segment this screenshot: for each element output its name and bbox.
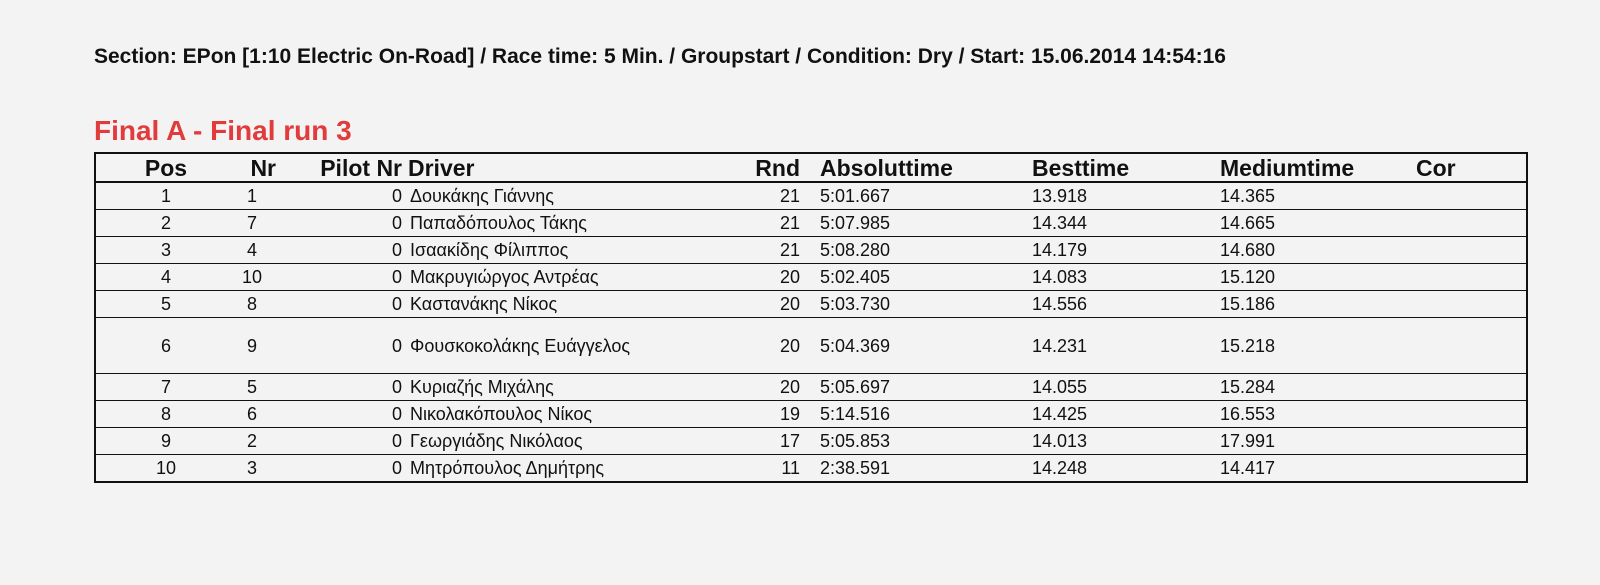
cell-besttime: 13.918 [1032, 182, 1220, 210]
cell-rnd: 17 [728, 428, 800, 455]
cell-pilot-nr: 0 [276, 374, 402, 401]
table-row [95, 455, 1527, 483]
cell-driver: Δουκάκης Γιάννης [402, 182, 728, 210]
table-row [95, 318, 1527, 374]
cell-besttime: 14.179 [1032, 237, 1220, 264]
cell-mediumtime: 14.365 [1220, 182, 1416, 210]
section-header: Section: EPon [1:10 Electric On-Road] / Race time: 5 Min. / Groupstart / Condition: Dry / Start: 15.06.2014 14:54:16 [94, 45, 1226, 68]
cell-nr: 4 [216, 237, 276, 264]
cell-nr: 10 [216, 264, 276, 291]
cell-besttime: 14.083 [1032, 264, 1220, 291]
cell-pilot-nr: 0 [276, 291, 402, 318]
column-header-absoluttime: Absoluttime [800, 153, 1032, 182]
cell-pos: 1 [95, 182, 216, 210]
cell-cor [1416, 401, 1527, 428]
cell-absoluttime: 5:07.985 [800, 210, 1032, 237]
cell-rnd: 11 [728, 455, 800, 483]
cell-pilot-nr: 0 [276, 264, 402, 291]
cell-absoluttime: 5:05.853 [800, 428, 1032, 455]
cell-pilot-nr: 0 [276, 318, 402, 374]
table-row [95, 182, 1527, 210]
cell-absoluttime: 2:38.591 [800, 455, 1032, 483]
cell-pilot-nr: 0 [276, 428, 402, 455]
cell-pos: 10 [95, 455, 216, 483]
cell-cor [1416, 264, 1527, 291]
table-row [95, 291, 1527, 318]
cell-pilot-nr: 0 [276, 237, 402, 264]
cell-cor [1416, 182, 1527, 210]
cell-absoluttime: 5:01.667 [800, 182, 1032, 210]
cell-cor [1416, 318, 1527, 374]
cell-cor [1416, 428, 1527, 455]
column-header-cor: Cor [1416, 153, 1527, 182]
column-header-pilot-nr: Pilot Nr [276, 153, 402, 182]
cell-nr: 3 [216, 455, 276, 483]
cell-absoluttime: 5:02.405 [800, 264, 1032, 291]
column-header-besttime: Besttime [1032, 153, 1220, 182]
column-header-mediumtime: Mediumtime [1220, 153, 1416, 182]
table-row [95, 210, 1527, 237]
cell-pos: 5 [95, 291, 216, 318]
cell-driver: Ισαακίδης Φίλιππος [402, 237, 728, 264]
cell-besttime: 14.055 [1032, 374, 1220, 401]
cell-cor [1416, 291, 1527, 318]
cell-mediumtime: 14.417 [1220, 455, 1416, 483]
table-row [95, 374, 1527, 401]
column-header-rnd: Rnd [728, 153, 800, 182]
cell-rnd: 20 [728, 264, 800, 291]
cell-besttime: 14.013 [1032, 428, 1220, 455]
column-header-pos: Pos [95, 153, 216, 182]
cell-mediumtime: 14.680 [1220, 237, 1416, 264]
column-header-nr: Nr [216, 153, 276, 182]
cell-absoluttime: 5:04.369 [800, 318, 1032, 374]
cell-besttime: 14.344 [1032, 210, 1220, 237]
cell-mediumtime: 14.665 [1220, 210, 1416, 237]
table-row [95, 401, 1527, 428]
cell-besttime: 14.556 [1032, 291, 1220, 318]
cell-absoluttime: 5:14.516 [800, 401, 1032, 428]
cell-cor [1416, 455, 1527, 483]
cell-mediumtime: 15.218 [1220, 318, 1416, 374]
cell-pos: 7 [95, 374, 216, 401]
cell-mediumtime: 17.991 [1220, 428, 1416, 455]
cell-rnd: 20 [728, 374, 800, 401]
cell-pos: 6 [95, 318, 216, 374]
cell-rnd: 21 [728, 237, 800, 264]
cell-pilot-nr: 0 [276, 182, 402, 210]
cell-rnd: 20 [728, 318, 800, 374]
table-row [95, 264, 1527, 291]
cell-mediumtime: 15.120 [1220, 264, 1416, 291]
results-table [94, 152, 1528, 483]
cell-cor [1416, 237, 1527, 264]
cell-cor [1416, 210, 1527, 237]
cell-mediumtime: 15.186 [1220, 291, 1416, 318]
cell-driver: Κυριαζής Μιχάλης [402, 374, 728, 401]
cell-pilot-nr: 0 [276, 210, 402, 237]
cell-pos: 8 [95, 401, 216, 428]
cell-nr: 7 [216, 210, 276, 237]
cell-driver: Φουσκοκολάκης Ευάγγελος [402, 318, 728, 374]
cell-driver: Νικολακόπουλος Νίκος [402, 401, 728, 428]
cell-besttime: 14.231 [1032, 318, 1220, 374]
column-header-driver: Driver [402, 153, 728, 182]
cell-nr: 8 [216, 291, 276, 318]
cell-nr: 6 [216, 401, 276, 428]
cell-driver: Καστανάκης Νίκος [402, 291, 728, 318]
cell-besttime: 14.248 [1032, 455, 1220, 483]
cell-pos: 9 [95, 428, 216, 455]
cell-nr: 2 [216, 428, 276, 455]
cell-driver: Μακρυγιώργος Αντρέας [402, 264, 728, 291]
table-row [95, 428, 1527, 455]
cell-pos: 4 [95, 264, 216, 291]
cell-rnd: 21 [728, 182, 800, 210]
cell-pos: 2 [95, 210, 216, 237]
cell-driver: Παπαδόπουλος Τάκης [402, 210, 728, 237]
cell-rnd: 21 [728, 210, 800, 237]
cell-besttime: 14.425 [1032, 401, 1220, 428]
cell-driver: Μητρόπουλος Δημήτρης [402, 455, 728, 483]
table-header-row [95, 153, 1527, 182]
cell-absoluttime: 5:08.280 [800, 237, 1032, 264]
cell-mediumtime: 15.284 [1220, 374, 1416, 401]
cell-nr: 1 [216, 182, 276, 210]
cell-nr: 9 [216, 318, 276, 374]
cell-rnd: 20 [728, 291, 800, 318]
cell-rnd: 19 [728, 401, 800, 428]
cell-pilot-nr: 0 [276, 455, 402, 483]
cell-mediumtime: 16.553 [1220, 401, 1416, 428]
cell-driver: Γεωργιάδης Νικόλαος [402, 428, 728, 455]
cell-cor [1416, 374, 1527, 401]
cell-pos: 3 [95, 237, 216, 264]
cell-absoluttime: 5:03.730 [800, 291, 1032, 318]
cell-pilot-nr: 0 [276, 401, 402, 428]
cell-absoluttime: 5:05.697 [800, 374, 1032, 401]
table-row [95, 237, 1527, 264]
cell-nr: 5 [216, 374, 276, 401]
results-body [95, 182, 1527, 482]
run-title: Final A - Final run 3 [94, 115, 352, 146]
